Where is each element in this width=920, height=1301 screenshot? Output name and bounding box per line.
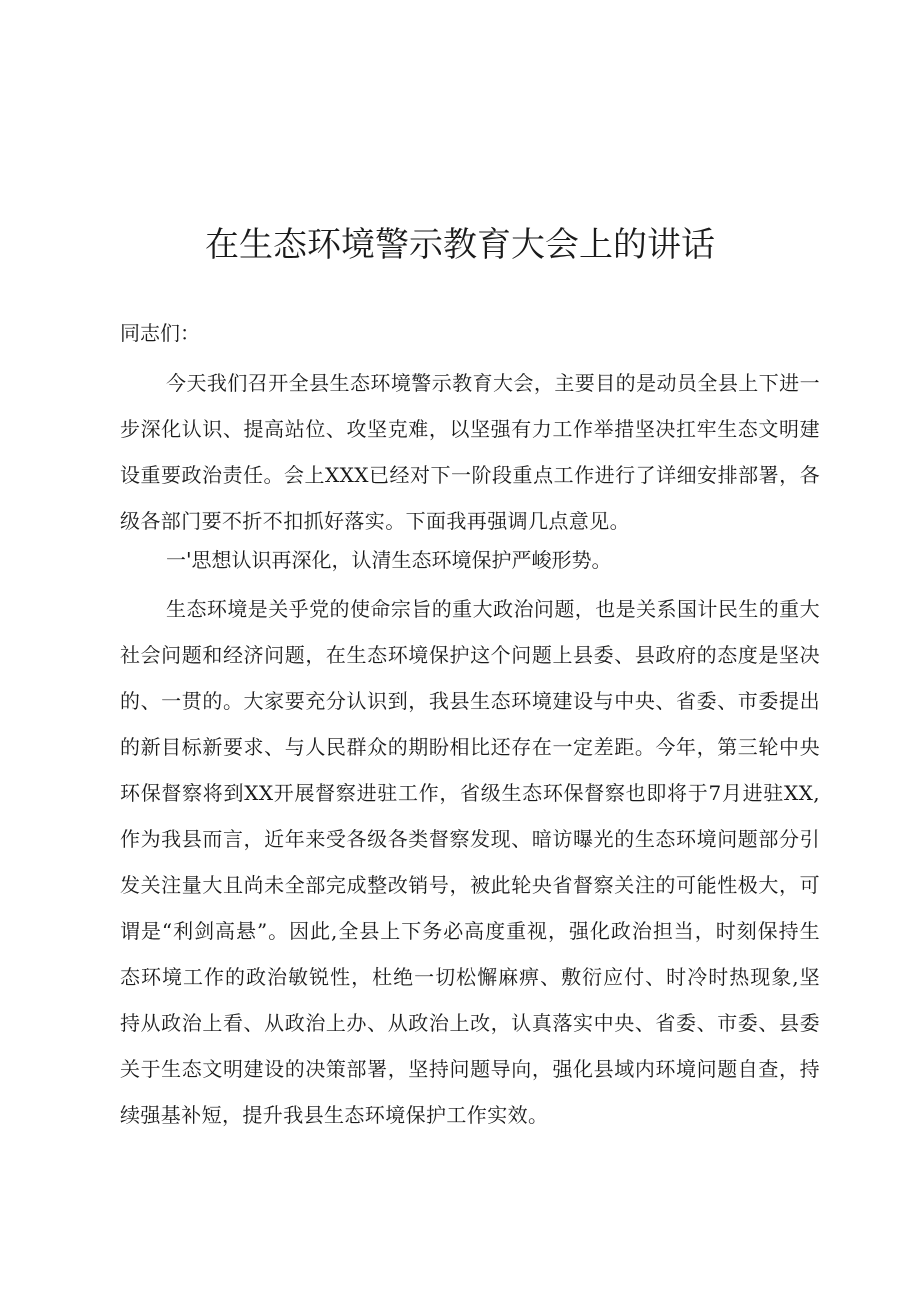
salutation: 同志们：	[120, 321, 200, 345]
document-title: 在生态环境警示教育大会上的讲话	[205, 225, 715, 265]
section-heading-1: 一'思想认识再深化，认清生态环境保护严峻形势。	[166, 548, 612, 572]
paragraph-section-1: 生态环境是关乎党的使命宗旨的重大政治问题，也是关系国计民生的重大社会问题和经济问题，在生态环境保护这个问题上县委、县政府的态度是坚决的、一贯的。大家要充分认识到，我县生态环境建设与中央、省委、市委提出的新目标新要求、与人民群众的期盼相比还存在一定差距。今年，第三轮中央环保督察将到XX开展督察进驻工作，省级生态环保督察也即将于7月进驻XX,作为我县而言，近年来受各级各类督察发现、暗访曝光的生态环境问题部分引发关注量大且尚未全部完成整改销号，被此轮央省督察关注的可能性极大，可谓是“利剑高悬”。因此,全县上下务必高度重视，强化政治担当，时刻保持生态环境工作的政治敏锐性，杜绝一切松懈麻痹、敷衍应付、时冷时热现象,坚持从政治上看、从政治上办、从政治上改，认真落实中央、省委、市委、县委关于生态文明建设的决策部署，坚持问题导向，强化县域内环境问题自查，持续强基补短，提升我县生态环境保护工作实效。	[120, 597, 820, 1127]
paragraph-intro: 今天我们召开全县生态环境警示教育大会，主要目的是动员全县上下进一步深化认识、提高站位、攻坚克难，以坚强有力工作举措坚决扛牢生态文明建设重要政治责任。会上XXX已经对下一阶段重点工作进行了详细安排部署，各级各部门要不折不扣抓好落实。下面我再强调几点意见。	[120, 371, 820, 533]
